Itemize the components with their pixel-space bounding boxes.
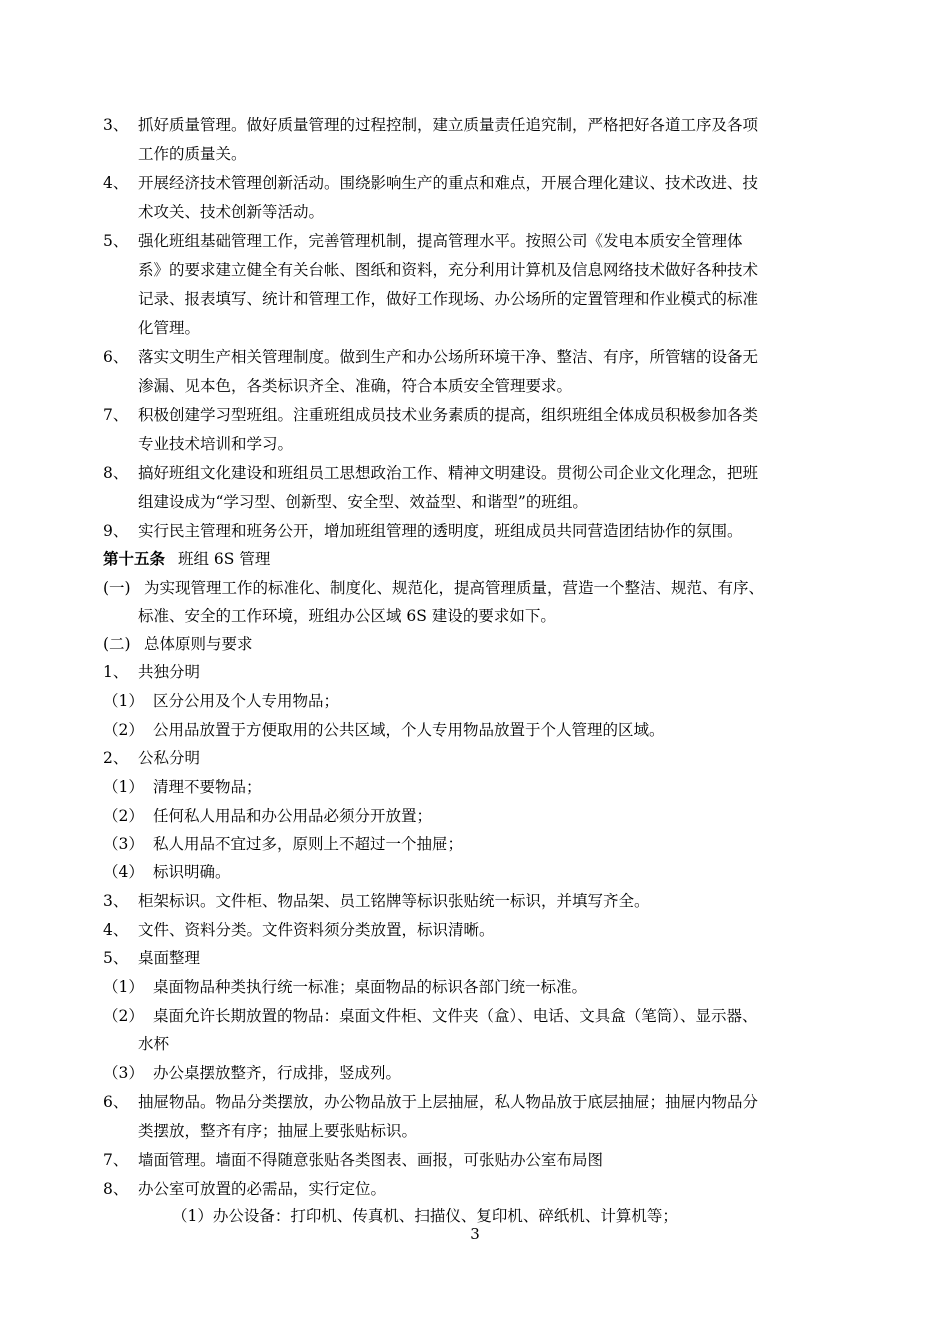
article-title: 班组 6S 管理 [178, 550, 271, 568]
section-text: 为实现管理工作的标准化、制度化、规范化，提高管理质量，营造一个整洁、规范、有序、 [144, 579, 765, 597]
sub-item-number: （2） [103, 721, 144, 739]
section-number: (一) [103, 579, 131, 597]
item-text: 积极创建学习型班组。注重班组成员技术业务素质的提高，组织班组全体成员积极参加各类 [138, 406, 759, 424]
item-text: 桌面整理 [138, 949, 201, 967]
item-number: 3、 [103, 892, 129, 910]
item-text: 系》的要求建立健全有关台帐、图纸和资料，充分利用计算机及信息网络技术做好各种技术 [138, 261, 759, 279]
sub-item-text: （1）办公设备：打印机、传真机、扫描仪、复印机、碎纸机、计算机等； [172, 1207, 678, 1225]
page-number: 3 [470, 1225, 480, 1243]
item-text: 搞好班组文化建设和班组员工思想政治工作、精神文明建设。贯彻公司企业文化理念，把班 [138, 464, 759, 482]
sub-item-number: （2） [103, 1007, 144, 1025]
sub-item-text: 私人用品不宜过多，原则上不超过一个抽屉； [153, 835, 464, 853]
item-text: 强化班组基础管理工作，完善管理机制，提高管理水平。按照公司《发电本质安全管理体 [138, 232, 743, 250]
item-number: 6、 [103, 348, 129, 366]
item-text: 墙面管理。墙面不得随意张贴各类图表、画报，可张贴办公室布局图 [138, 1151, 604, 1169]
item-number: 6、 [103, 1093, 129, 1111]
item-number: 9、 [103, 522, 129, 540]
item-text: 开展经济技术管理创新活动。围绕影响生产的重点和难点，开展合理化建议、技术改进、技 [138, 174, 759, 192]
section-number: (二) [103, 635, 131, 653]
item-number: 1、 [103, 663, 129, 681]
sub-item-text: 桌面物品种类执行统一标准；桌面物品的标识各部门统一标准。 [153, 978, 588, 996]
sub-item-number: （2） [103, 807, 144, 825]
sub-item-number: （3） [103, 835, 144, 853]
sub-item-number: （1） [103, 978, 144, 996]
item-text: 化管理。 [138, 319, 201, 337]
sub-item-number: （4） [103, 863, 144, 881]
section-text: 总体原则与要求 [144, 635, 253, 653]
item-number: 7、 [103, 406, 129, 424]
item-text: 工作的质量关。 [138, 145, 247, 163]
sub-item-text: 任何私人用品和办公用品必须分开放置； [153, 807, 433, 825]
item-text: 共独分明 [138, 663, 201, 681]
item-number: 5、 [103, 949, 129, 967]
sub-item-text: 水杯 [138, 1035, 170, 1053]
item-number: 5、 [103, 232, 129, 250]
sub-item-text: 清理不要物品； [153, 778, 262, 796]
item-text: 组建设成为“学习型、创新型、安全型、效益型、和谐型”的班组。 [138, 493, 588, 511]
item-number: 7、 [103, 1151, 129, 1169]
item-text: 文件、资料分类。文件资料须分类放置，标识清晰。 [138, 921, 495, 939]
sub-item-number: （1） [103, 692, 144, 710]
item-number: 8、 [103, 1180, 129, 1198]
item-number: 4、 [103, 921, 129, 939]
item-text: 落实文明生产相关管理制度。做到生产和办公场所环境干净、整洁、有序，所管辖的设备无 [138, 348, 759, 366]
item-text: 柜架标识。文件柜、物品架、员工铭牌等标识张贴统一标识，并填写齐全。 [138, 892, 650, 910]
item-text: 记录、报表填写、统计和管理工作，做好工作现场、办公场所的定置管理和作业模式的标准 [138, 290, 759, 308]
item-text: 抽屉物品。物品分类摆放，办公物品放于上层抽屉，私人物品放于底层抽屉；抽屉内物品分 [138, 1093, 759, 1111]
item-number: 3、 [103, 116, 129, 134]
article-number: 第十五条 [103, 549, 166, 568]
section-text: 标准、安全的工作环境，班组办公区域 6S 建设的要求如下。 [138, 607, 556, 625]
item-text: 抓好质量管理。做好质量管理的过程控制，建立质量责任追究制，严格把好各道工序及各项 [138, 116, 759, 134]
item-text: 实行民主管理和班务公开，增加班组管理的透明度，班组成员共同营造团结协作的氛围。 [138, 522, 743, 540]
item-text: 专业技术培训和学习。 [138, 435, 294, 453]
sub-item-text: 标识明确。 [153, 863, 231, 881]
sub-item-text: 区分公用及个人专用物品； [153, 692, 340, 710]
item-text: 办公室可放置的必需品，实行定位。 [138, 1180, 387, 1198]
sub-item-number: （3） [103, 1064, 144, 1082]
item-text: 公私分明 [138, 749, 201, 767]
item-number: 4、 [103, 174, 129, 192]
item-text: 术攻关、技术创新等活动。 [138, 203, 325, 221]
sub-item-number: （1） [103, 778, 144, 796]
sub-item-text: 办公桌摆放整齐，行成排，竖成列。 [153, 1064, 402, 1082]
item-number: 8、 [103, 464, 129, 482]
sub-item-text: 桌面允许长期放置的物品：桌面文件柜、文件夹（盒）、电话、文具盒（笔筒）、显示器、 [153, 1007, 758, 1025]
item-number: 2、 [103, 749, 129, 767]
item-text: 类摆放，整齐有序；抽屉上要张贴标识。 [138, 1122, 418, 1140]
item-text: 渗漏、见本色，各类标识齐全、准确，符合本质安全管理要求。 [138, 377, 573, 395]
sub-item-text: 公用品放置于方便取用的公共区域，个人专用物品放置于个人管理的区域。 [153, 721, 665, 739]
